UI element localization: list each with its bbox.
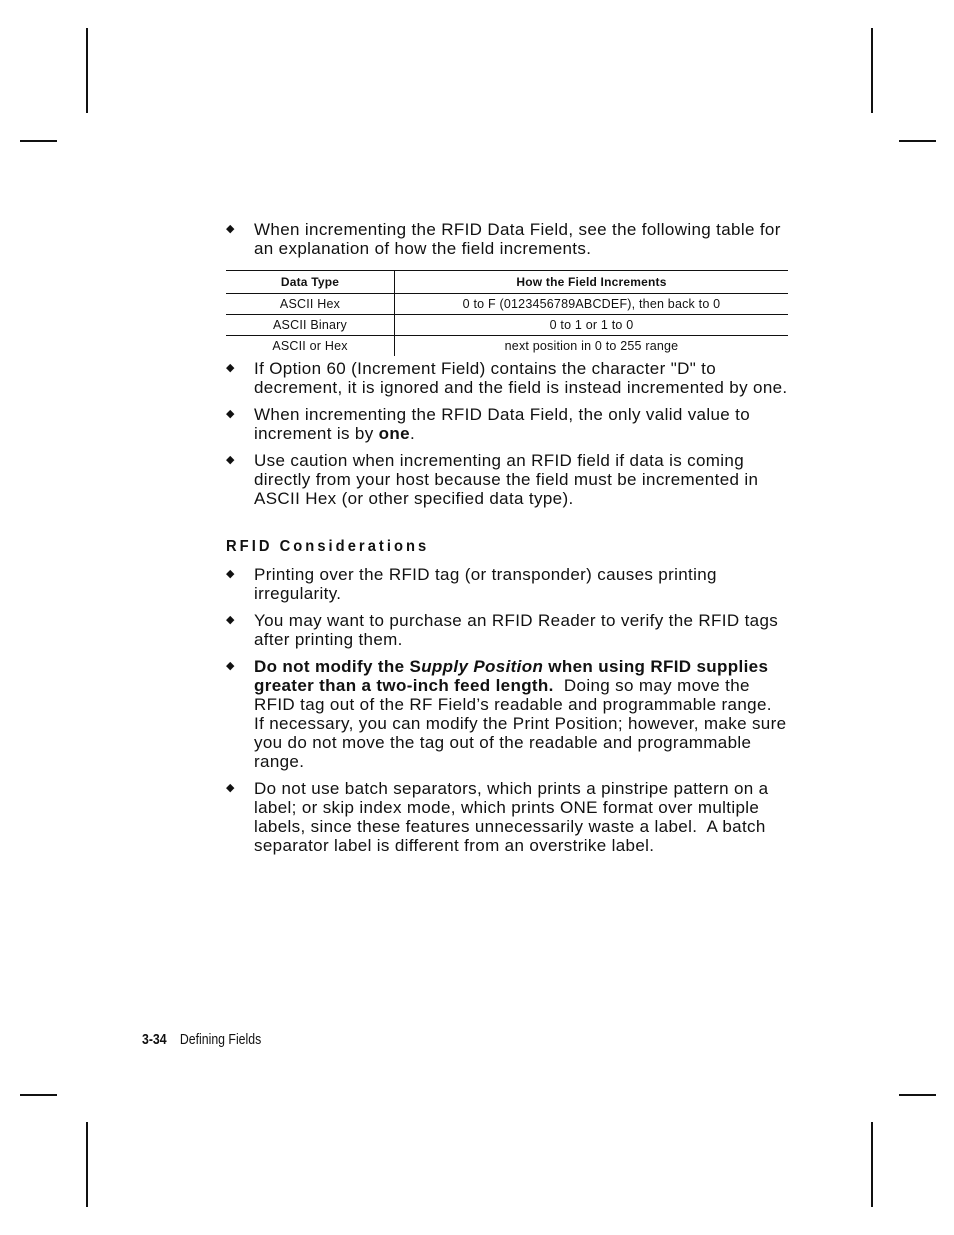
crop-mark-bottom-right-vertical — [871, 1122, 873, 1207]
increment-table — [226, 270, 788, 356]
diamond-bullet-icon: ◆ — [226, 454, 235, 466]
bullet-text: Printing over the RFID tag (or transponder) causes printing irregularity. — [254, 565, 717, 603]
section-heading: RFID Considerations — [226, 538, 430, 555]
table-cell-data-type: ASCII Hex — [226, 294, 395, 315]
bullet-text: When incrementing the RFID Data Field, the only valid value to increment is by — [254, 405, 751, 443]
bullet-bold-italic-text: upply Position — [421, 657, 544, 676]
column-header-data-type: Data Type — [226, 271, 395, 294]
diamond-bullet-icon: ◆ — [226, 362, 235, 374]
bullet-rfid-reader — [226, 611, 788, 649]
table-row — [226, 294, 788, 315]
bullet-printing-over — [226, 565, 788, 603]
table-cell-data-type: ASCII or Hex — [226, 336, 395, 357]
bullet-text-end: . — [409, 424, 416, 443]
bullet-text: Do not use batch separators, which prints a pinstripe pattern on a label; or skip index mode, which prints ONE format over multiple labels, since these features unnecessarily waste a label. A batch separator label is different from an overstrike label. — [254, 779, 774, 855]
crop-mark-top-left-horizontal — [20, 140, 57, 142]
column-header-how-increments: How the Field Increments — [516, 275, 667, 289]
page-footer — [142, 1031, 261, 1048]
bullet-intro — [226, 220, 788, 258]
table-cell-data-type: ASCII Binary — [226, 315, 395, 336]
crop-mark-bottom-left-horizontal — [20, 1094, 57, 1096]
bullet-text: Doing so may move the RFID tag out of the RF Field’s readable and programmable range. If necessary, you can modify the Print Position; however, make sure you do not move the tag out of the readable and programmable range. — [254, 676, 792, 771]
crop-mark-top-left-vertical — [86, 28, 88, 113]
table-header-row — [226, 271, 788, 294]
bullet-text: You may want to purchase an RFID Reader to verify the RFID tags after printing them. — [254, 611, 779, 649]
footer-section-title: Defining Fields — [179, 1031, 262, 1048]
page-number: 3-34 — [142, 1031, 167, 1048]
crop-mark-bottom-right-horizontal — [899, 1094, 936, 1096]
bullet-caution — [226, 451, 788, 508]
page-content — [226, 220, 792, 855]
diamond-bullet-icon: ◆ — [226, 408, 235, 420]
bullet-bold-text: one — [378, 424, 410, 443]
bullet-supply-position — [226, 657, 792, 771]
diamond-bullet-icon: ◆ — [226, 782, 235, 794]
bullet-valid-value — [226, 405, 788, 443]
bullet-text: When incrementing the RFID Data Field, see the following table for an explanation of how the field increments. — [254, 220, 781, 258]
bullet-bold-text: Do not modify the S — [254, 657, 422, 676]
diamond-bullet-icon: ◆ — [226, 568, 235, 580]
bullet-text: If Option 60 (Increment Field) contains the character "D" to decrement, it is ignored and the field is instead incremented by one. — [254, 359, 788, 397]
bullet-batch-separators — [226, 779, 788, 855]
crop-mark-bottom-left-vertical — [86, 1122, 88, 1207]
bullet-option-60 — [226, 359, 788, 397]
diamond-bullet-icon: ◆ — [226, 223, 235, 235]
crop-mark-top-right-horizontal — [899, 140, 936, 142]
table-cell-increment: next position in 0 to 255 range — [504, 339, 679, 353]
table-row — [226, 336, 788, 357]
table-row — [226, 315, 788, 336]
bullet-text: Use caution when incrementing an RFID field if data is coming directly from your host because the field must be incremented in ASCII Hex (or other specified data type). — [254, 451, 759, 508]
crop-mark-top-right-vertical — [871, 28, 873, 113]
diamond-bullet-icon: ◆ — [226, 614, 235, 626]
diamond-bullet-icon: ◆ — [226, 660, 235, 672]
table-cell-increment: 0 to F (0123456789ABCDEF), then back to 0 — [462, 297, 721, 311]
bullet-bold-text-2: when using RFID supplies greater than a two-inch feed length. — [254, 657, 769, 695]
table-cell-increment: 0 to 1 or 1 to 0 — [549, 318, 634, 332]
